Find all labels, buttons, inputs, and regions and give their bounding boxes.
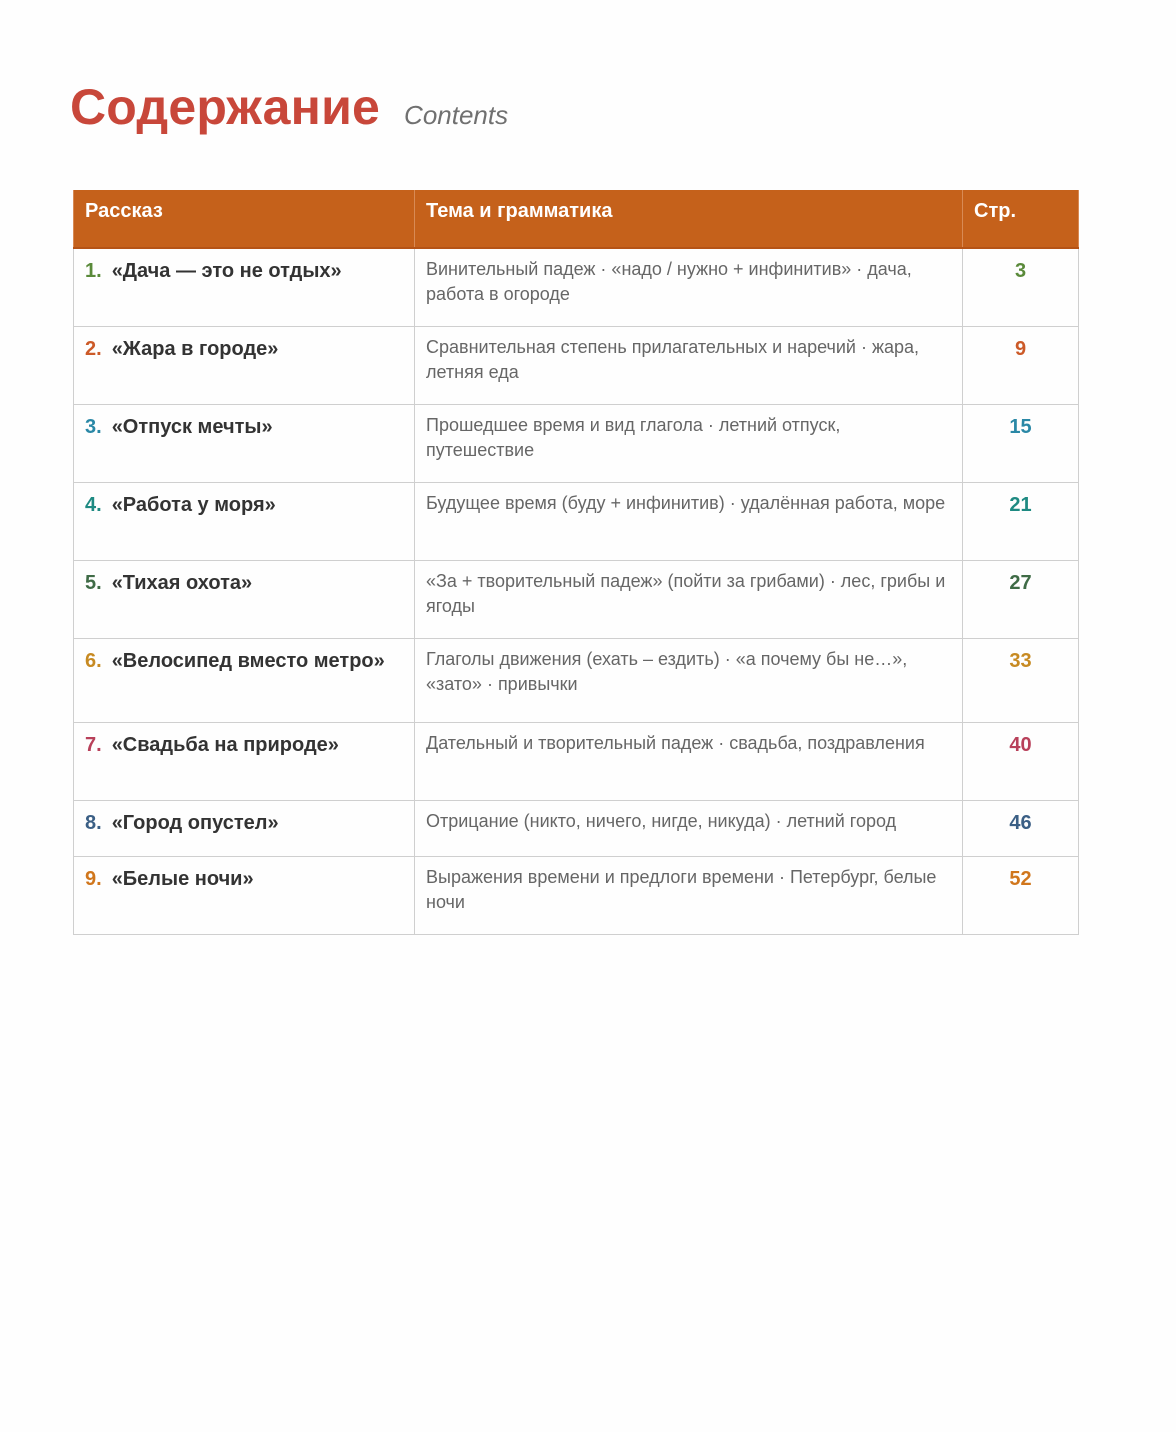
story-title[interactable]: «Велосипед вместо метро» (111, 649, 385, 672)
story-title[interactable]: «Город опустел» (111, 811, 279, 834)
page-number[interactable]: 46 (963, 800, 1079, 856)
topic-cell: Отрицание (никто, ничего, нигде, никуда) · летний город (415, 800, 963, 856)
column-header-topic: Тема и грамматика (415, 190, 963, 248)
story-number: 7. (85, 733, 102, 756)
column-header-story: Рассказ (74, 190, 415, 248)
topic-cell: Выражения времени и предлоги времени · Петербург, белые ночи (415, 856, 963, 934)
story-number: 3. (85, 415, 102, 438)
story-cell[interactable] (74, 856, 415, 934)
topic-cell: Винительный падеж · «надо / нужно + инфинитив» · дача, работа в огороде (415, 248, 963, 326)
story-title[interactable]: «Тихая охота» (111, 571, 253, 594)
page-number[interactable]: 27 (963, 560, 1079, 638)
topic-cell: Дательный и творительный падеж · свадьба, поздравления (415, 722, 963, 800)
page-subtitle: Contents (404, 100, 509, 130)
story-cell[interactable] (74, 638, 415, 722)
story-number: 5. (85, 571, 102, 594)
story-number: 1. (85, 260, 102, 282)
story-cell[interactable] (74, 800, 415, 856)
story-cell[interactable] (74, 404, 415, 482)
table-row[interactable] (74, 326, 1079, 404)
story-cell[interactable] (74, 722, 415, 800)
topic-cell: Сравнительная степень прилагательных и наречий · жара, летняя еда (415, 326, 963, 404)
story-title[interactable]: «Свадьба на природе» (111, 733, 339, 756)
page-number[interactable]: 40 (963, 722, 1079, 800)
column-header-page: Стр. (963, 190, 1079, 248)
table-row[interactable] (74, 482, 1079, 560)
page-number[interactable]: 21 (963, 482, 1079, 560)
page-number[interactable]: 33 (963, 638, 1079, 722)
topic-cell: Глаголы движения (ехать – ездить) · «а почему бы не…», «зато» · привычки (415, 638, 963, 722)
story-cell[interactable] (74, 248, 415, 326)
table-row[interactable] (74, 560, 1079, 638)
topic-cell: Прошедшее время и вид глагола · летний отпуск, путешествие (415, 404, 963, 482)
table-row[interactable] (74, 800, 1079, 856)
table-row[interactable] (74, 404, 1079, 482)
story-title[interactable]: «Белые ночи» (111, 867, 254, 890)
story-number: 9. (85, 867, 102, 890)
story-number: 8. (85, 811, 102, 834)
page-number[interactable]: 9 (963, 326, 1079, 404)
table-row[interactable] (74, 856, 1079, 934)
story-number: 2. (85, 337, 102, 360)
story-cell[interactable] (74, 326, 415, 404)
story-title[interactable]: «Отпуск мечты» (111, 415, 273, 438)
story-title[interactable]: «Дача — это не отдых» (111, 260, 342, 282)
topic-cell: «За + творительный падеж» (пойти за грибами) · лес, грибы и ягоды (415, 560, 963, 638)
table-header-row (74, 190, 1079, 248)
table-row[interactable] (74, 638, 1079, 722)
story-title[interactable]: «Работа у моря» (111, 493, 276, 516)
table-row[interactable] (74, 722, 1079, 800)
table-row[interactable] (74, 248, 1079, 326)
page-number[interactable]: 52 (963, 856, 1079, 934)
page-number[interactable]: 3 (963, 248, 1079, 326)
story-number: 4. (85, 493, 102, 516)
story-title[interactable]: «Жара в городе» (111, 337, 279, 360)
story-cell[interactable] (74, 560, 415, 638)
story-cell[interactable] (74, 482, 415, 560)
page-header (70, 78, 508, 136)
contents-table (73, 190, 1079, 935)
topic-cell: Будущее время (буду + инфинитив) · удалённая работа, море (415, 482, 963, 560)
story-number: 6. (85, 649, 102, 672)
page-title: Содержание (70, 79, 381, 135)
page-number[interactable]: 15 (963, 404, 1079, 482)
